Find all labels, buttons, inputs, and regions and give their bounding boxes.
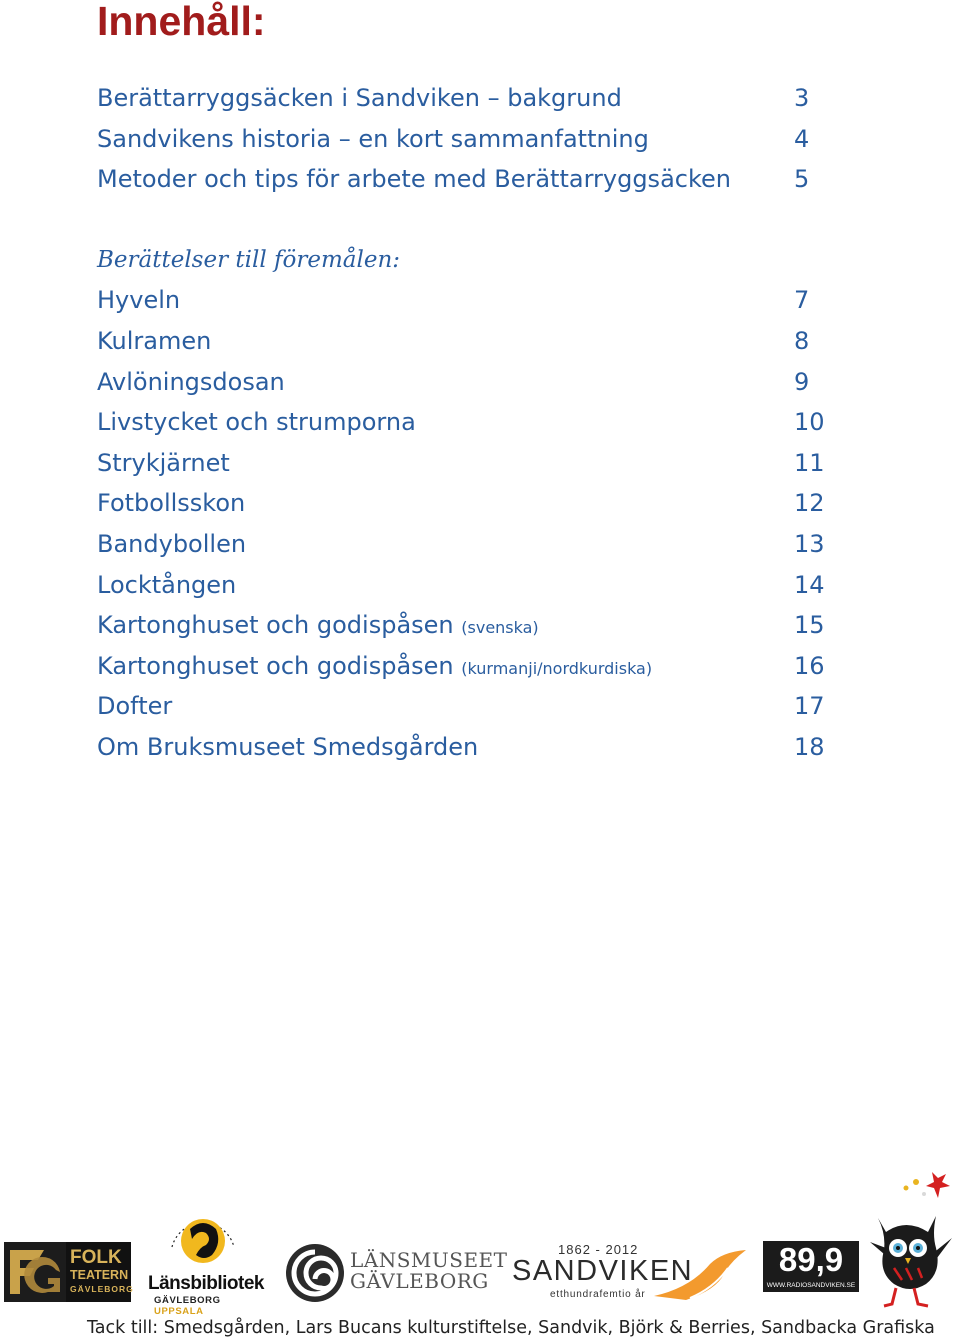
toc-page-number: 11: [794, 448, 825, 477]
toc-page-number: 12: [794, 489, 825, 518]
toc-section-stories: [97, 280, 837, 767]
toc-entry: [97, 402, 837, 443]
toc-label: Livstycket och strumporna: [97, 408, 416, 437]
table-of-contents: [97, 78, 837, 768]
toc-entry: [97, 321, 837, 362]
toc-label: Sandvikens historia – en kort sammanfattning: [97, 124, 649, 153]
toc-page-number: 18: [794, 732, 825, 761]
toc-label: Locktången: [97, 570, 237, 599]
toc-page-number: 3: [794, 84, 810, 112]
toc-entry: [97, 686, 837, 727]
toc-entry: [97, 443, 837, 484]
toc-page-number: 14: [794, 570, 825, 599]
toc-page-number: 13: [794, 529, 825, 558]
toc-entry: [97, 565, 837, 606]
toc-entry: [97, 362, 837, 403]
lansmuseet-logo: LÄNSMUSEET GÄVLEBORG: [285, 1242, 495, 1306]
toc-section-heading: [97, 240, 837, 281]
acknowledgements: Tack till: Smedsgården, Lars Bucans kulturstiftelse, Sandvik, Björk & Berries, Sandbacka Grafiska: [87, 1318, 935, 1338]
toc-section-intro: [97, 78, 837, 200]
stories-heading: Berättelser till föremålen:: [97, 246, 401, 273]
toc-entry: [97, 159, 837, 200]
toc-page-number: 16: [794, 651, 825, 680]
toc-label: Dofter: [97, 692, 173, 721]
toc-label: Om Bruksmuseet Smedsgården: [97, 732, 479, 761]
toc-page-number: 4: [794, 124, 810, 153]
toc-label: Kartonghuset och godispåsen (svenska): [97, 611, 539, 640]
toc-language-note: (kurmanji/nordkurdiska): [461, 658, 653, 678]
toc-page-number: 15: [794, 611, 825, 640]
page-title: Innehåll:: [97, 0, 266, 44]
toc-page-number: 17: [794, 692, 825, 721]
toc-entry: [97, 78, 837, 119]
toc-entry: [97, 483, 837, 524]
toc-page-number: 5: [794, 165, 810, 194]
radio-sandviken-logo: 89,9 WWW.RADIOSANDVIKEN.SE: [763, 1241, 859, 1292]
sponsor-logos: [0, 1160, 960, 1317]
toc-label: Hyveln: [97, 286, 181, 315]
fg-monogram-icon: [4, 1242, 66, 1302]
toc-page-number: 7: [794, 286, 810, 315]
toc-entry: [97, 646, 837, 687]
spiral-icon: [285, 1242, 345, 1304]
toc-entry: [97, 727, 837, 768]
toc-entry: [97, 280, 837, 321]
toc-page-number: 8: [794, 326, 810, 355]
toc-entry: [97, 605, 837, 646]
lansbibliotek-emblem-icon: [160, 1199, 246, 1271]
folkteatern-wordmark: FOLK TEATERN GÄVLEBORG: [70, 1247, 134, 1294]
toc-label: Metoder och tips för arbete med Berättarryggsäcken: [97, 165, 731, 194]
toc-label: Kulramen: [97, 326, 212, 355]
toc-page-number: 10: [794, 408, 825, 437]
toc-label: Avlöningsdosan: [97, 367, 285, 396]
toc-label: Berättarryggsäcken i Sandviken – bakgrund: [97, 84, 622, 112]
owl-mascot-icon: [866, 1168, 958, 1310]
toc-label: Strykjärnet: [97, 448, 230, 477]
toc-page-number: 9: [794, 367, 810, 396]
toc-entry: [97, 119, 837, 160]
toc-label: Fotbollsskon: [97, 489, 246, 518]
sandviken-150-logo: 1862 - 2012 SANDVIKEN etthundrafemtio år: [510, 1246, 750, 1306]
lansbibliotek-logo: Länsbibliotek GÄVLEBORG UPPSALA: [148, 1200, 258, 1304]
toc-entry: [97, 524, 837, 565]
toc-label: Kartonghuset och godispåsen (kurmanji/nordkurdiska): [97, 651, 653, 680]
toc-language-note: (svenska): [461, 618, 539, 638]
toc-label: Bandybollen: [97, 529, 247, 558]
folkteatern-logo: [4, 1242, 134, 1302]
